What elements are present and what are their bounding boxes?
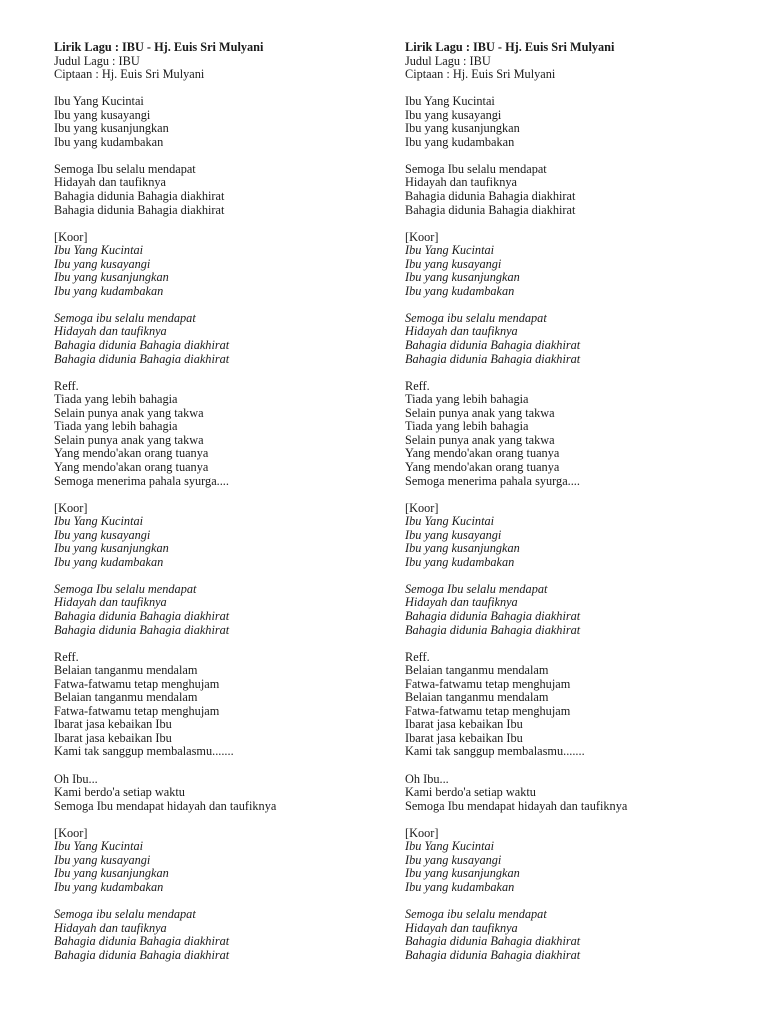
- stanza-gap: [405, 488, 745, 502]
- lyric-line: Ibu yang kudambakan: [54, 283, 164, 298]
- lyric-line: Semoga ibu selalu mendapat: [405, 907, 547, 921]
- lyric-line: Semoga Ibu mendapat hidayah dan taufiknya: [405, 798, 628, 813]
- lyric-line: Hidayah dan taufiknya: [405, 175, 517, 190]
- stanza-gap: [405, 217, 745, 231]
- lyric-line: Ibu yang kudambakan: [54, 554, 164, 569]
- lyric-line: Hidayah dan taufiknya: [405, 324, 518, 339]
- lyric-line: Yang mendo'akan orang tuanya: [405, 446, 560, 461]
- lyric-line: Ibu yang kusanjungkan: [54, 866, 169, 881]
- stanza-gap: [54, 217, 394, 231]
- lyric-line: Tiada yang lebih bahagia: [405, 392, 529, 407]
- stanza-gap: [405, 894, 745, 908]
- lyric-line: Ibu yang kusanjungkan: [405, 121, 520, 136]
- stanza-gap: [54, 488, 394, 502]
- lyric-line: Yang mendo'akan orang tuanya: [405, 459, 560, 474]
- lyric-line: Kami tak sanggup membalasmu.......: [405, 744, 585, 759]
- lyric-line: Semoga ibu selalu mendapat: [405, 310, 547, 325]
- lyric-line: Ciptaan : Hj. Euis Sri Mulyani: [405, 67, 556, 82]
- stanza-gap: [54, 366, 394, 380]
- lyric-line: Fatwa-fatwamu tetap menghujam: [405, 676, 571, 691]
- stanza-gap: [405, 637, 745, 651]
- stanza-gap: [405, 759, 745, 773]
- lyric-line: Kami berdo'a setiap waktu: [405, 785, 536, 800]
- lyric-line: Ibu yang kudambakan: [405, 134, 515, 149]
- lyric-line: Semoga Ibu selalu mendapat: [405, 161, 547, 176]
- lyric-line: Ibarat jasa kebaikan Ibu: [405, 717, 523, 732]
- stanza-gap: [54, 298, 394, 312]
- lyric-line: Bahagia didunia Bahagia diakhirat: [405, 947, 581, 962]
- lyric-line: Reff.: [54, 378, 79, 393]
- lyric-line: Ibu yang kusayangi: [405, 107, 502, 122]
- lyric-line: Hidayah dan taufiknya: [54, 324, 167, 339]
- lyric-line: [Koor]: [405, 500, 439, 515]
- lyric-line: Judul Lagu : IBU: [405, 53, 491, 68]
- lyric-line: Ibu Yang Kucintai: [54, 94, 144, 109]
- lyric-line: Ibu yang kusayangi: [54, 527, 151, 542]
- lyric-line: Ibu yang kusanjungkan: [54, 270, 169, 285]
- lyrics-title: Lirik Lagu : IBU - Hj. Euis Sri Mulyani: [405, 40, 615, 54]
- stanza-gap: [54, 894, 394, 908]
- lyric-line: Bahagia didunia Bahagia diakhirat: [405, 622, 581, 637]
- lyric-line: Hidayah dan taufiknya: [54, 920, 167, 935]
- lyric-line: Bahagia didunia Bahagia diakhirat: [405, 202, 576, 217]
- lyric-line: Bahagia didunia Bahagia diakhirat: [54, 934, 230, 949]
- stanza-gap: [54, 637, 394, 651]
- lyric-line: Kami berdo'a setiap waktu: [54, 785, 185, 800]
- lyric-line: Belaian tanganmu mendalam: [405, 663, 549, 678]
- lyric-line: Ibu Yang Kucintai: [405, 243, 495, 258]
- lyric-line: Ibu Yang Kucintai: [54, 243, 144, 258]
- stanza-gap: [405, 813, 745, 827]
- lyric-line: Fatwa-fatwamu tetap menghujam: [405, 703, 571, 718]
- lyrics-title: Lirik Lagu : IBU - Hj. Euis Sri Mulyani: [54, 40, 264, 54]
- lyric-line: Reff.: [54, 649, 79, 664]
- lyric-line: Bahagia didunia Bahagia diakhirat: [54, 608, 230, 623]
- lyric-line: Oh Ibu...: [405, 771, 449, 786]
- stanza-gap: [54, 569, 394, 583]
- stanza-gap: [405, 298, 745, 312]
- lyric-line: Kami tak sanggup membalasmu.......: [54, 744, 234, 759]
- lyric-line: Ibu yang kusayangi: [405, 256, 502, 271]
- lyric-line: Selain punya anak yang takwa: [405, 405, 555, 420]
- lyric-line: Hidayah dan taufiknya: [405, 595, 518, 610]
- lyric-line: Fatwa-fatwamu tetap menghujam: [54, 703, 220, 718]
- lyric-line: Ibu yang kusanjungkan: [405, 866, 520, 881]
- lyric-line: Reff.: [405, 378, 430, 393]
- lyric-line: Ibu Yang Kucintai: [405, 94, 495, 109]
- lyric-line: Ibu yang kudambakan: [54, 879, 164, 894]
- stanza-gap: [54, 82, 394, 96]
- stanza-gap: [54, 813, 394, 827]
- lyric-line: Bahagia didunia Bahagia diakhirat: [54, 947, 230, 962]
- lyric-line: Semoga ibu selalu mendapat: [54, 310, 196, 325]
- lyric-line: Semoga Ibu selalu mendapat: [54, 161, 196, 176]
- lyric-line: Belaian tanganmu mendalam: [54, 663, 198, 678]
- lyric-line: Semoga ibu selalu mendapat: [54, 907, 196, 921]
- lyric-line: Yang mendo'akan orang tuanya: [54, 459, 209, 474]
- lyric-line: Selain punya anak yang takwa: [54, 405, 204, 420]
- lyric-line: Ibu yang kudambakan: [405, 554, 515, 569]
- lyric-line: Semoga Ibu mendapat hidayah dan taufiknya: [54, 798, 277, 813]
- stanza-gap: [405, 149, 745, 163]
- lyric-line: Ibu yang kudambakan: [405, 283, 515, 298]
- lyric-line: Belaian tanganmu mendalam: [405, 690, 549, 705]
- stanza-gap: [405, 366, 745, 380]
- lyric-line: Reff.: [405, 649, 430, 664]
- stanza-gap: [405, 569, 745, 583]
- lyric-line: Tiada yang lebih bahagia: [405, 419, 529, 434]
- lyric-line: Judul Lagu : IBU: [54, 53, 140, 68]
- lyric-line: Ibu Yang Kucintai: [54, 839, 144, 854]
- lyric-line: Bahagia didunia Bahagia diakhirat: [405, 934, 581, 949]
- lyric-line: Bahagia didunia Bahagia diakhirat: [54, 351, 230, 366]
- lyric-line: [Koor]: [54, 229, 88, 244]
- lyric-line: Bahagia didunia Bahagia diakhirat: [54, 189, 225, 204]
- lyric-line: Hidayah dan taufiknya: [54, 175, 166, 190]
- lyric-line: Ibu yang kusayangi: [54, 256, 151, 271]
- lyric-line: Bahagia didunia Bahagia diakhirat: [54, 338, 230, 353]
- lyric-line: Hidayah dan taufiknya: [405, 920, 518, 935]
- lyric-line: [Koor]: [54, 825, 88, 840]
- lyric-line: Ibu yang kusayangi: [54, 852, 151, 867]
- lyric-line: Belaian tanganmu mendalam: [54, 690, 198, 705]
- lyric-line: Bahagia didunia Bahagia diakhirat: [405, 608, 581, 623]
- lyric-line: Ciptaan : Hj. Euis Sri Mulyani: [54, 67, 205, 82]
- lyric-line: Hidayah dan taufiknya: [54, 595, 167, 610]
- stanza-gap: [54, 149, 394, 163]
- lyric-line: [Koor]: [405, 229, 439, 244]
- lyric-line: Semoga menerima pahala syurga....: [405, 473, 580, 488]
- stanza-gap: [405, 82, 745, 96]
- lyric-line: Ibu yang kusayangi: [405, 527, 502, 542]
- lyric-line: Selain punya anak yang takwa: [54, 432, 204, 447]
- lyric-line: Ibu yang kusanjungkan: [54, 121, 169, 136]
- lyric-line: Tiada yang lebih bahagia: [54, 419, 178, 434]
- lyric-line: Ibu Yang Kucintai: [405, 839, 495, 854]
- lyric-line: Bahagia didunia Bahagia diakhirat: [405, 351, 581, 366]
- lyric-line: Bahagia didunia Bahagia diakhirat: [54, 622, 230, 637]
- lyric-line: Tiada yang lebih bahagia: [54, 392, 178, 407]
- lyric-line: [Koor]: [405, 825, 439, 840]
- lyric-line: [Koor]: [54, 500, 88, 515]
- lyric-line: Semoga Ibu selalu mendapat: [54, 581, 197, 596]
- lyric-line: Ibu Yang Kucintai: [405, 514, 495, 529]
- lyric-line: Ibarat jasa kebaikan Ibu: [54, 717, 172, 732]
- lyric-line: Oh Ibu...: [54, 771, 98, 786]
- lyric-line: Yang mendo'akan orang tuanya: [54, 446, 209, 461]
- lyric-line: Ibu yang kusanjungkan: [405, 270, 520, 285]
- lyric-line: Semoga Ibu selalu mendapat: [405, 581, 548, 596]
- lyric-line: Selain punya anak yang takwa: [405, 432, 555, 447]
- lyric-line: Ibarat jasa kebaikan Ibu: [54, 730, 172, 745]
- lyric-line: Ibu yang kudambakan: [54, 134, 164, 149]
- lyric-line: Bahagia didunia Bahagia diakhirat: [54, 202, 225, 217]
- lyric-line: Ibu yang kusanjungkan: [405, 541, 520, 556]
- lyric-line: Ibu yang kusayangi: [54, 107, 151, 122]
- lyrics-column-right: [405, 41, 745, 962]
- lyric-line: Ibu yang kudambakan: [405, 879, 515, 894]
- lyric-line: Ibu yang kusayangi: [405, 852, 502, 867]
- lyric-line: Bahagia didunia Bahagia diakhirat: [405, 189, 576, 204]
- lyric-line: Ibu Yang Kucintai: [54, 514, 144, 529]
- lyric-line: Fatwa-fatwamu tetap menghujam: [54, 676, 220, 691]
- lyric-line: Semoga menerima pahala syurga....: [54, 473, 229, 488]
- lyric-line: Ibu yang kusanjungkan: [54, 541, 169, 556]
- lyrics-column-left: [54, 41, 394, 962]
- lyric-line: Bahagia didunia Bahagia diakhirat: [405, 338, 581, 353]
- lyric-line: Ibarat jasa kebaikan Ibu: [405, 730, 523, 745]
- stanza-gap: [54, 759, 394, 773]
